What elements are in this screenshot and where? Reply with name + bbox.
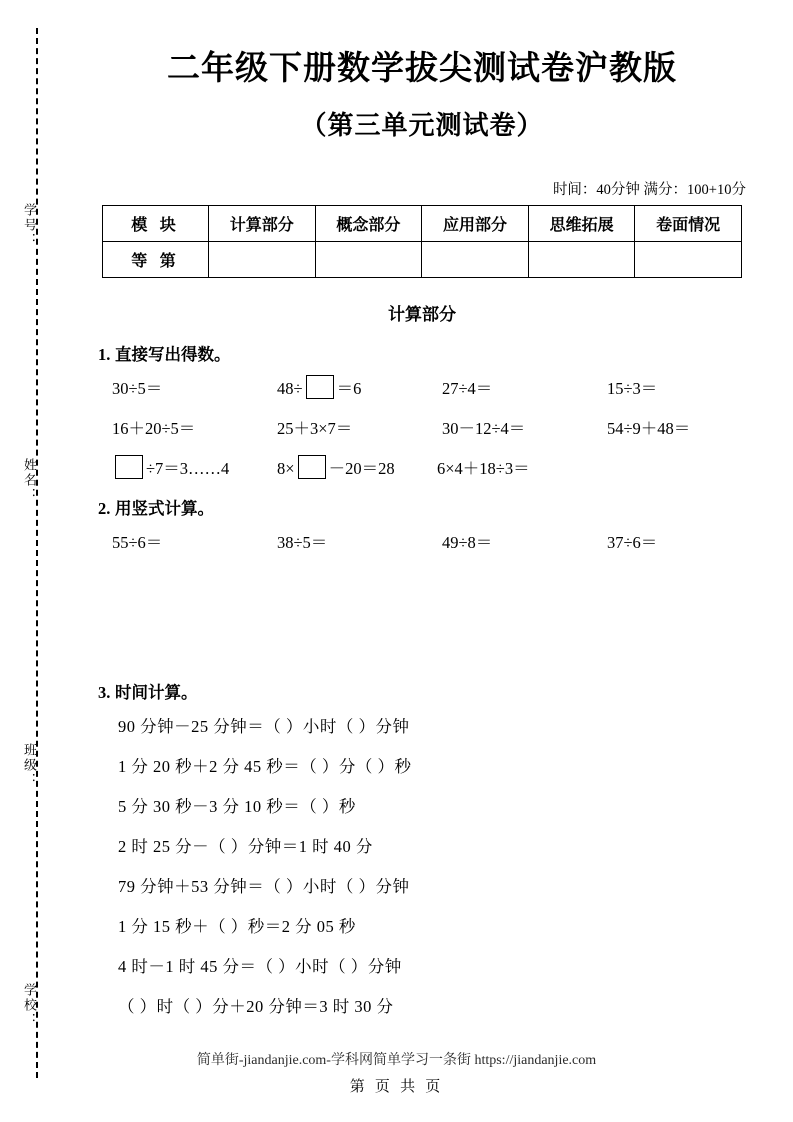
page-subtitle: （第三单元测试卷） xyxy=(300,110,544,140)
section-heading-calculation: 计算部分 xyxy=(388,305,456,324)
answer-box[interactable] xyxy=(306,375,334,399)
table-row-values xyxy=(103,242,742,278)
q1-expr-4: 15÷3＝ xyxy=(607,379,658,398)
list-item[interactable]: 1 分 15 秒＋（ ）秒＝2 分 05 秒 xyxy=(118,917,356,936)
question-2-text: 用竖式计算。 xyxy=(114,500,214,518)
question-1-title xyxy=(98,341,772,365)
page-footer xyxy=(0,1049,793,1096)
q1-expr-5: 16＋20÷5＝ xyxy=(112,419,196,438)
question-1-number: 1. xyxy=(98,345,111,364)
q1-expr-8: 54÷9＋48＝ xyxy=(607,419,691,438)
question-2-row-1 xyxy=(112,529,772,553)
q2-expr-3: 49÷8＝ xyxy=(442,533,493,552)
score-table-cell-5[interactable] xyxy=(635,242,742,278)
answer-box[interactable] xyxy=(115,455,143,479)
score-table xyxy=(102,205,742,278)
page-title: 二年级下册数学拔尖测试卷沪教版 xyxy=(167,49,677,86)
footer-page-number: 第 页 共 页 xyxy=(349,1078,444,1095)
q1-expr-1: 30÷5＝ xyxy=(112,379,163,398)
side-label-group xyxy=(18,28,42,1078)
score-table-header-1: 计算部分 xyxy=(209,206,316,242)
exam-meta-info: 时间：40分钟 满分：100+10分 xyxy=(552,182,746,198)
score-table-header-2: 概念部分 xyxy=(315,206,422,242)
score-table-cell-4[interactable] xyxy=(528,242,635,278)
list-item[interactable]: 79 分钟＋53 分钟＝（ ）小时（ ）分钟 xyxy=(118,877,410,896)
score-table-header-3: 应用部分 xyxy=(422,206,529,242)
question-3-number: 3. xyxy=(98,683,111,702)
question-1-row-1 xyxy=(112,375,772,399)
score-table-row-label: 等 第 xyxy=(103,242,209,278)
q1-expr-2: 48÷ ＝6 xyxy=(277,375,442,399)
question-3-items xyxy=(118,713,772,1017)
list-item[interactable]: 90 分钟－25 分钟＝（ ）小时（ ）分钟 xyxy=(118,717,410,736)
side-label-class: 班级： xyxy=(22,743,37,788)
score-table-cell-3[interactable] xyxy=(422,242,529,278)
list-item[interactable]: 1 分 20 秒＋2 分 45 秒＝（ ）分（ ）秒 xyxy=(118,757,412,776)
list-item[interactable]: 5 分 30 秒－3 分 10 秒＝（ ）秒 xyxy=(118,797,356,816)
score-table-header-5: 卷面情况 xyxy=(635,206,742,242)
side-label-school: 学校： xyxy=(22,983,37,1028)
score-table-cell-2[interactable] xyxy=(315,242,422,278)
question-3-text: 时间计算。 xyxy=(114,684,198,702)
question-2-number: 2. xyxy=(98,499,111,518)
q1-expr-7: 30－12÷4＝ xyxy=(442,419,526,438)
question-3-title xyxy=(98,679,772,703)
footer-source-text: 简单街-jiandanjie.com-学科网简单学习一条街 https://jiandanjie.com xyxy=(196,1053,597,1068)
q1-expr-10: 8× －20＝28 xyxy=(277,455,437,479)
q2-expr-2: 38÷5＝ xyxy=(277,533,328,552)
question-2-work-area[interactable] xyxy=(72,553,772,663)
q1-expr-11: 6×4＋18÷3＝ xyxy=(437,459,530,478)
side-label-student-no: 学号： xyxy=(22,203,37,248)
answer-box[interactable] xyxy=(298,455,326,479)
question-1-row-3 xyxy=(112,455,772,479)
table-row-headers xyxy=(103,206,742,242)
q2-expr-4: 37÷6＝ xyxy=(607,533,658,552)
q1-expr-3: 27÷4＝ xyxy=(442,379,493,398)
side-label-name: 姓名： xyxy=(22,458,37,503)
q2-expr-1: 55÷6＝ xyxy=(112,533,163,552)
list-item[interactable]: 2 时 25 分－（ ）分钟＝1 时 40 分 xyxy=(118,837,373,856)
list-item[interactable]: 4 时－1 时 45 分＝（ ）小时（ ）分钟 xyxy=(118,957,402,976)
q1-expr-9: ÷7＝3……4 xyxy=(112,455,277,479)
score-table-cell-1[interactable] xyxy=(209,242,316,278)
q1-expr-6: 25＋3×7＝ xyxy=(277,419,353,438)
score-table-header-4: 思维拓展 xyxy=(528,206,635,242)
question-1-row-2 xyxy=(112,415,772,439)
paper-content xyxy=(72,0,772,1033)
question-2-title xyxy=(98,495,772,519)
question-1-text: 直接写出得数。 xyxy=(114,346,231,364)
score-table-header-0: 模 块 xyxy=(103,206,209,242)
list-item[interactable]: （ ）时（ ）分＋20 分钟＝3 时 30 分 xyxy=(118,997,394,1016)
